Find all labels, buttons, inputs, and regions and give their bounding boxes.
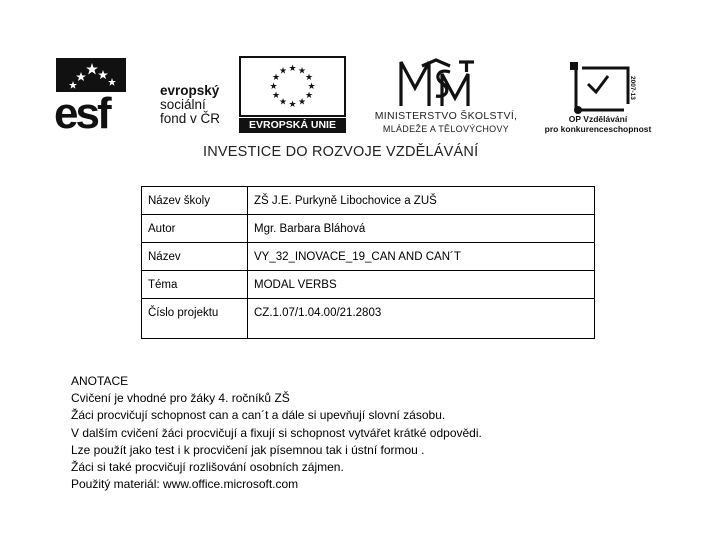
annotation-line: Cvičení je vhodné pro žáky 4. ročníků ZŠ bbox=[71, 391, 290, 406]
row-label: Téma bbox=[142, 271, 248, 299]
annotation-line: Lze použít jako test i k procvičení jak písemnou tak i ústní formou . bbox=[71, 442, 425, 457]
annotation-line: Použitý materiál: www.office.microsoft.com bbox=[71, 477, 299, 492]
msmt-logo-icon bbox=[398, 58, 474, 108]
row-value: MODAL VERBS bbox=[248, 271, 595, 299]
esf-line-2: sociální bbox=[160, 97, 206, 112]
eu-stars-icon bbox=[241, 58, 344, 115]
row-label: Číslo projektu bbox=[142, 299, 248, 339]
msmt-logo-text bbox=[355, 110, 537, 136]
table-row bbox=[142, 215, 595, 243]
svg-text:★: ★ bbox=[297, 66, 307, 77]
table-row bbox=[142, 271, 595, 299]
esf-mark-text: esf bbox=[54, 89, 109, 138]
esf-logo-text bbox=[160, 84, 220, 126]
row-value: ZŠ J.E. Purkyně Libochovice a ZUŠ bbox=[248, 187, 595, 215]
svg-text:★: ★ bbox=[304, 91, 314, 101]
row-value: VY_32_INOVACE_19_CAN AND CAN´T bbox=[248, 243, 595, 271]
eu-logo bbox=[239, 56, 346, 133]
svg-text:★: ★ bbox=[278, 66, 288, 77]
msmt-line-1: MINISTERSTVO ŠKOLSTVÍ, bbox=[374, 110, 518, 122]
row-value: CZ.1.07/1.04.00/21.2803 bbox=[248, 299, 595, 339]
esf-logo-icon bbox=[54, 58, 151, 138]
op-logo-icon bbox=[568, 62, 634, 116]
annotation-line: Žáci procvičují schopnost can a can´t a dále si upevňují slovní zásobu. bbox=[71, 408, 446, 423]
annotation-heading: ANOTACE bbox=[71, 374, 129, 388]
svg-text:★: ★ bbox=[271, 91, 281, 101]
table-row bbox=[142, 187, 595, 215]
op-logo-text bbox=[536, 114, 660, 134]
table-row bbox=[142, 243, 595, 271]
svg-text:★: ★ bbox=[288, 64, 297, 74]
tagline: INVESTICE DO ROZVOJE VZDĚLÁVÁNÍ bbox=[203, 144, 479, 160]
table-row bbox=[142, 299, 595, 339]
annotation-line: Žáci si také procvičují rozlišování osobních zájmen. bbox=[71, 460, 344, 475]
annotation bbox=[71, 373, 482, 493]
svg-text:★: ★ bbox=[307, 82, 316, 92]
info-table bbox=[141, 186, 595, 339]
row-value: Mgr. Barbara Bláhová bbox=[248, 215, 595, 243]
row-label: Autor bbox=[142, 215, 248, 243]
svg-text:★: ★ bbox=[297, 97, 307, 108]
op-line-1: OP Vzdělávání bbox=[568, 114, 628, 124]
logo-banner bbox=[0, 0, 720, 170]
eu-label: EVROPSKÁ UNIE bbox=[239, 118, 346, 133]
row-label: Název školy bbox=[142, 187, 248, 215]
svg-text:★: ★ bbox=[304, 73, 314, 83]
msmt-line-2: MLÁDEŽE A TĚLOVÝCHOVY bbox=[382, 124, 510, 134]
op-line-2: pro konkurenceschopnost bbox=[544, 124, 652, 134]
svg-text:★: ★ bbox=[271, 73, 281, 83]
svg-text:★: ★ bbox=[278, 97, 288, 108]
esf-line-1: evropský bbox=[160, 83, 220, 98]
esf-line-3: fond v ČR bbox=[160, 111, 221, 126]
svg-text:★: ★ bbox=[288, 100, 297, 110]
op-vertical-text: 2007-13 bbox=[629, 76, 636, 100]
eu-flag-icon bbox=[239, 56, 346, 117]
annotation-line: V dalším cvičení žáci procvičují a fixují si schopnost vytvářet krátké odpovědi. bbox=[71, 425, 482, 440]
svg-text:★: ★ bbox=[269, 82, 278, 92]
row-label: Název bbox=[142, 243, 248, 271]
